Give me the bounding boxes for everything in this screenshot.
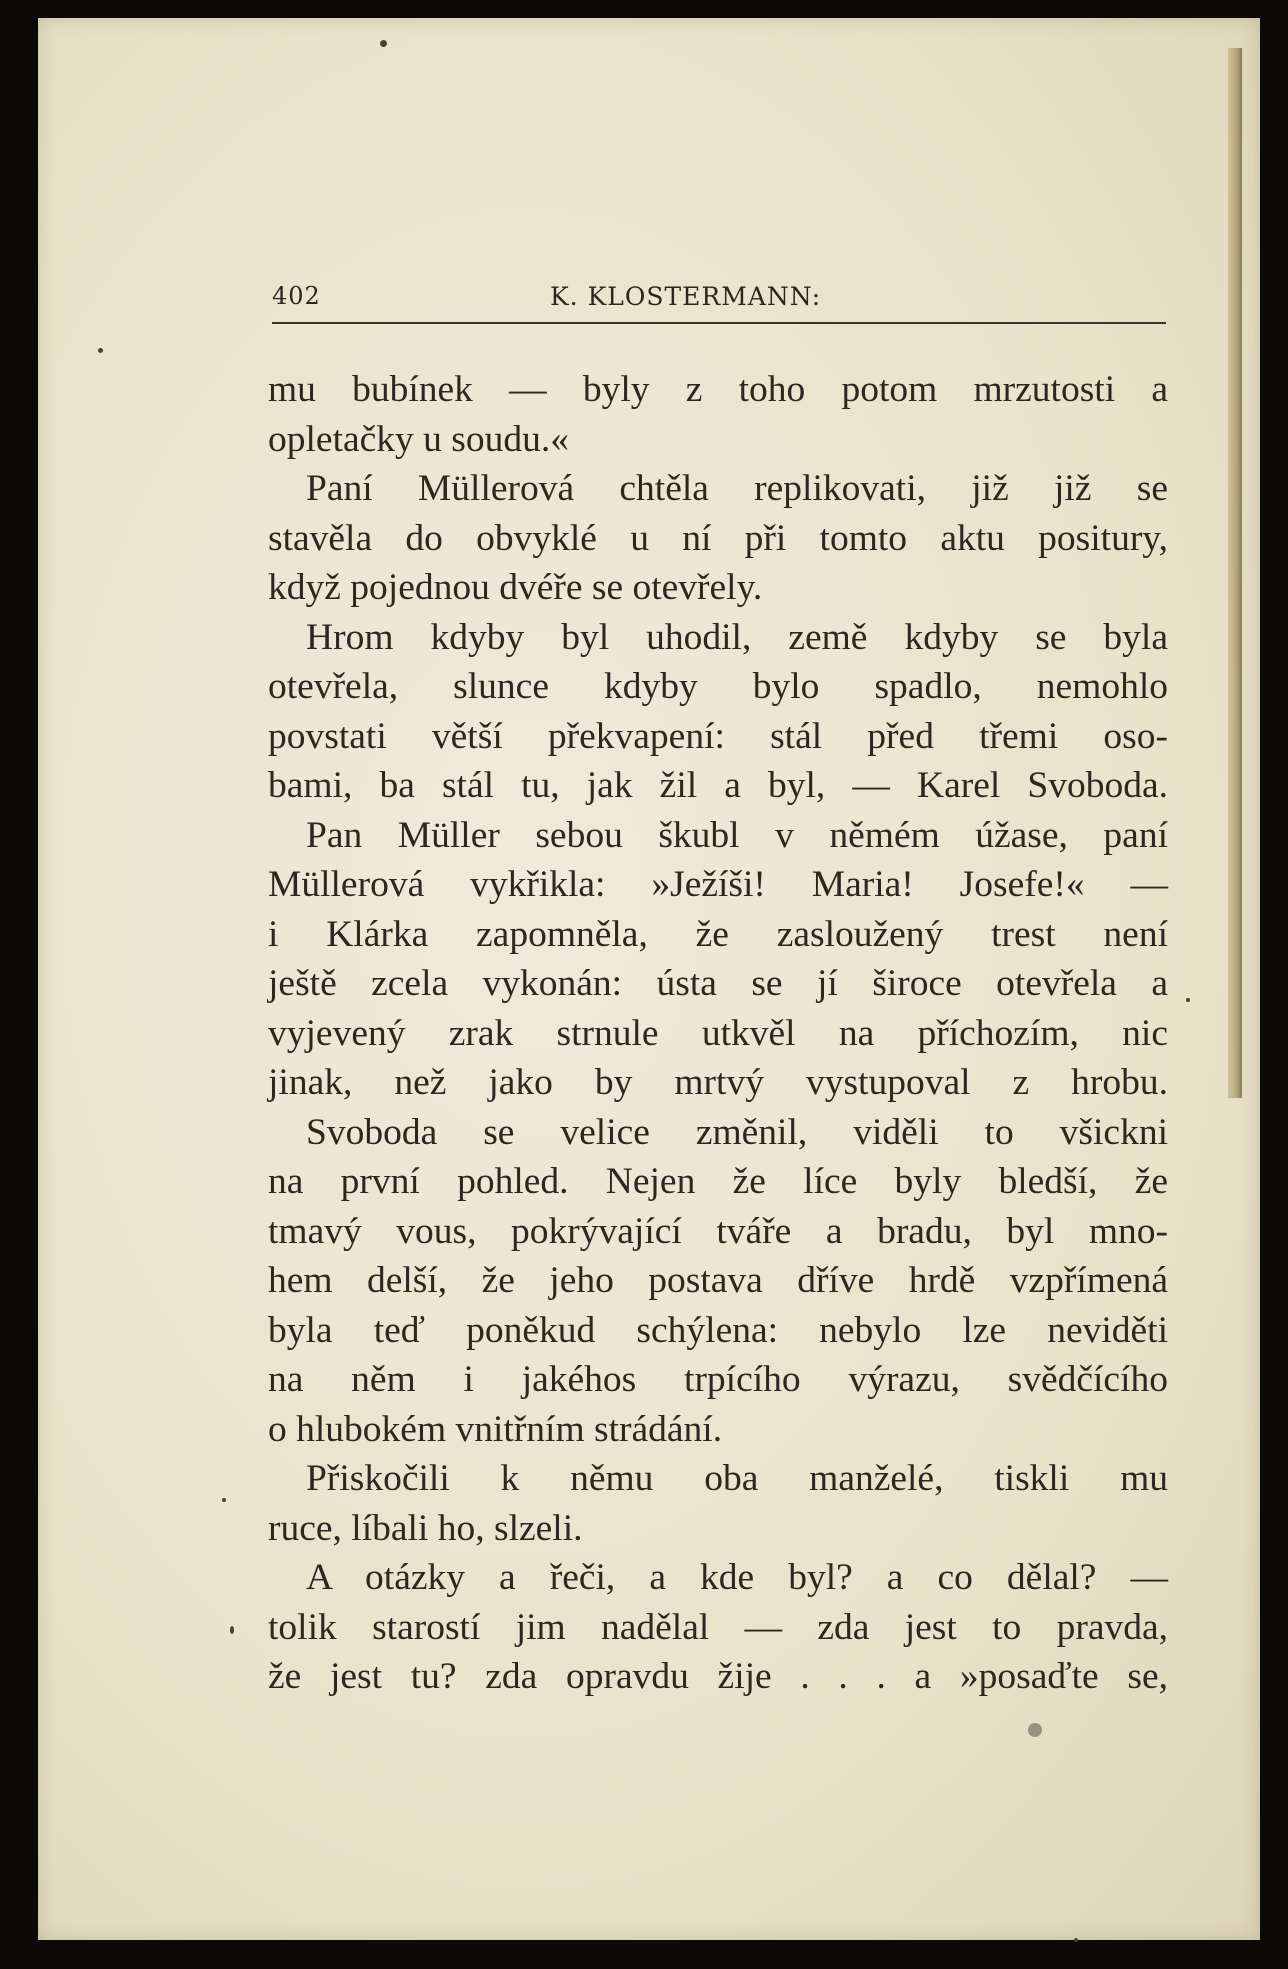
text-line: Přiskočili k němu oba manželé, tiskli mu xyxy=(306,1458,1168,1499)
text-line: Hrom kdyby byl uhodil, země kdyby se byla xyxy=(306,616,1168,658)
text-line: stavěla do obvyklé u ní při tomto aktu positury, xyxy=(268,517,1168,559)
text-line: o hlubokém vnitřním strádání. xyxy=(268,1408,723,1450)
text-line: že jest tu? zda opravdu žije . . . a »posaďte se, xyxy=(268,1656,1168,1697)
paper-speck xyxy=(380,40,387,47)
text-line: na první pohled. Nejen že líce byly bledší, že xyxy=(268,1161,1168,1202)
text-line: když pojednou dvéře se otevřely. xyxy=(268,567,763,608)
running-header xyxy=(272,282,1166,324)
text-line: opletačky u soudu.« xyxy=(268,418,569,460)
text-line: tmavý vous, pokrývající tváře a bradu, byl mno- xyxy=(268,1210,1168,1252)
paper-speck xyxy=(1186,998,1190,1002)
running-head-title: K. KLOSTERMANN: xyxy=(550,282,822,311)
text-line: otevřela, slunce kdyby bylo spadlo, nemohlo xyxy=(268,666,1168,707)
text-line: jinak, než jako by mrtvý vystupoval z hrobu. xyxy=(268,1062,1168,1103)
paper-speck xyxy=(1074,1938,1078,1942)
text-line: mu bubínek — byly z toho potom mrzutosti a xyxy=(268,369,1168,410)
text-line: Paní Müllerová chtěla replikovati, již již se xyxy=(306,468,1168,509)
body-text xyxy=(268,365,1168,1702)
text-line: A otázky a řeči, a kde byl? a co dělal? — xyxy=(306,1557,1168,1598)
paper-speck xyxy=(98,348,103,353)
text-line: tolik starostí jim nadělal — zda jest to pravda, xyxy=(268,1606,1168,1648)
text-line: povstati větší překvapení: stál před třemi oso- xyxy=(268,715,1168,757)
text-line: byla teď poněkud schýlena: nebylo lze neviděti xyxy=(268,1309,1168,1351)
text-line: na něm i jakéhos trpícího výrazu, svědčícího xyxy=(268,1359,1168,1400)
text-line: hem delší, že jeho postava dříve hrdě vzpřímená xyxy=(268,1260,1168,1301)
paper-speck xyxy=(1028,1723,1042,1737)
text-line: bami, ba stál tu, jak žil a byl, — Karel Svoboda. xyxy=(268,765,1168,806)
paper-speck xyxy=(230,1626,234,1634)
text-line: vyjevený zrak strnule utkvěl na příchozím, nic xyxy=(268,1012,1168,1054)
text-line: i Klárka zapomněla, že zasloužený trest není xyxy=(268,913,1168,955)
text-line: ruce, líbali ho, slzeli. xyxy=(268,1507,583,1549)
page-edge-shadow xyxy=(1228,48,1242,1098)
text-line: ještě zcela vykonán: ústa se jí široce otevřela a xyxy=(268,963,1168,1004)
text-line: Müllerová vykřikla: »Ježíši! Maria! Josefe!« — xyxy=(268,864,1168,905)
text-line: Svoboda se velice změnil, viděli to všickni xyxy=(306,1111,1168,1153)
page-number: 402 xyxy=(272,282,321,310)
paper-speck xyxy=(222,1498,226,1502)
text-line: Pan Müller sebou škubl v němém úžase, paní xyxy=(306,814,1168,856)
